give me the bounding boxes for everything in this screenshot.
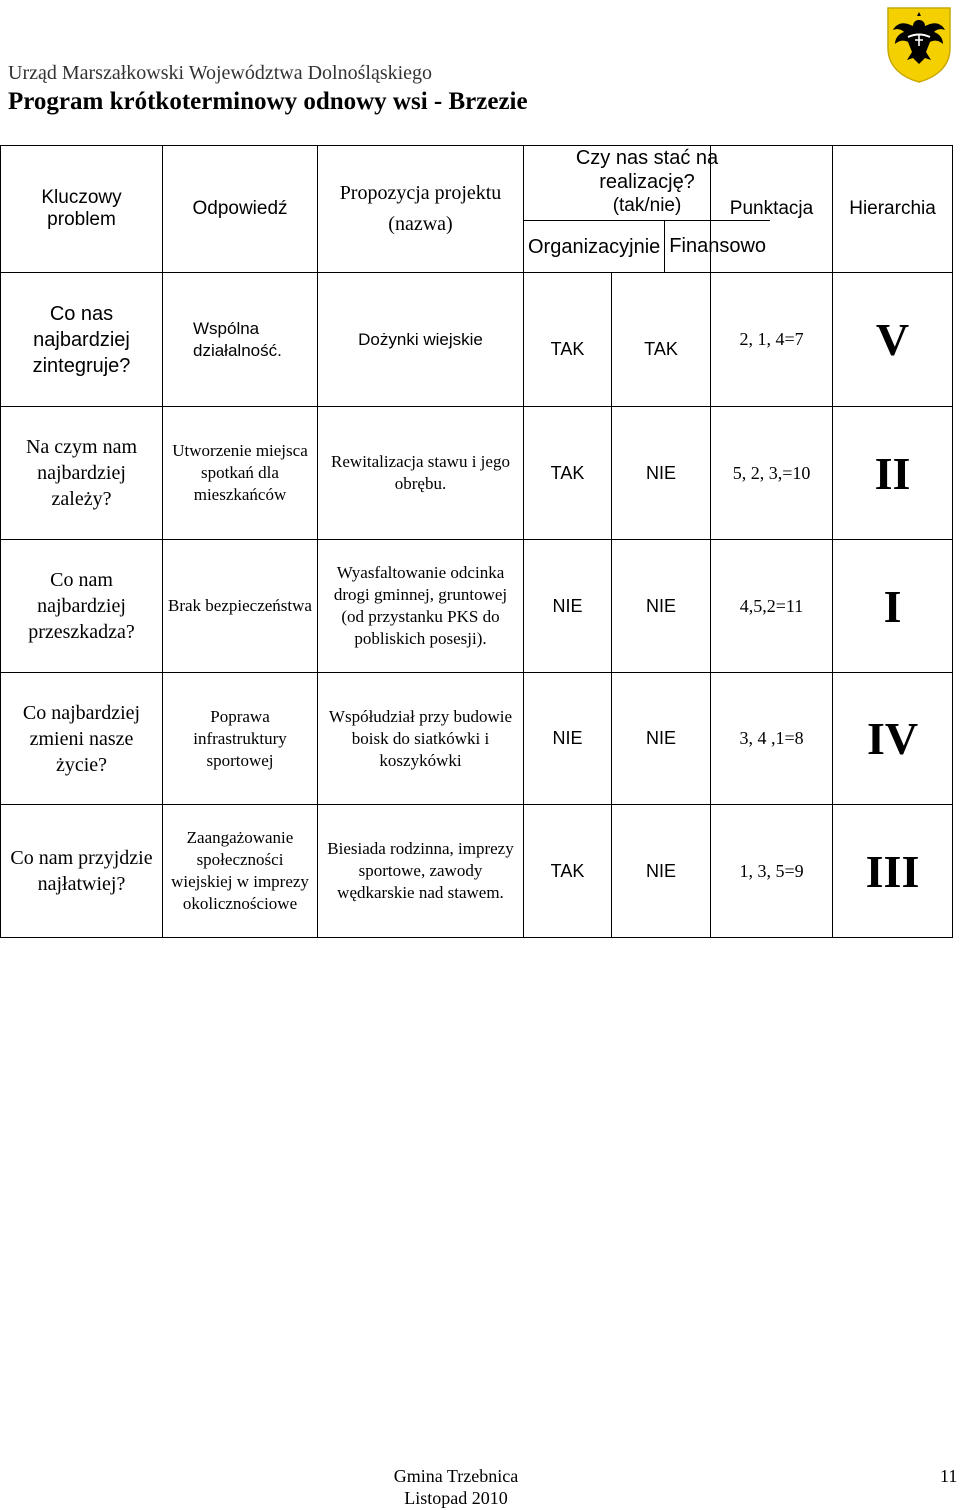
fin-cell: TAK	[612, 273, 711, 407]
org-cell: TAK	[524, 407, 612, 540]
header-financial: Finansowo	[669, 235, 767, 257]
office-name: Urząd Marszałkowski Województwa Dolnośląskiego	[8, 62, 433, 84]
problem-cell: Co najbardziej zmieni nasze życie?	[1, 673, 163, 805]
org-cell: NIE	[524, 540, 612, 673]
problem-cell: Co nas najbardziej zintegruje?	[1, 273, 163, 407]
header-afford-group	[524, 146, 767, 273]
table-row	[1, 273, 953, 407]
rank-cell: IV	[833, 673, 953, 805]
score-cell: 3, 4 ,1=8	[711, 673, 833, 805]
project-cell: Biesiada rodzinna, imprezy sportowe, zawody wędkarskie nad stawem.	[318, 805, 524, 938]
problem-cell: Co nam najbardziej przeszkadza?	[1, 540, 163, 673]
header-answer: Odpowiedź	[163, 146, 318, 273]
header-afford: Czy nas stać na realizację?	[575, 147, 719, 193]
fin-cell: NIE	[612, 805, 711, 938]
fin-cell: NIE	[612, 407, 711, 540]
header-project-proposal	[318, 146, 524, 273]
fin-cell: NIE	[612, 540, 711, 673]
score-cell: 2, 1, 4=7	[711, 273, 833, 407]
rank-cell: I	[833, 540, 953, 673]
rank-cell: III	[833, 805, 953, 938]
table-row	[1, 540, 953, 673]
table-row	[1, 673, 953, 805]
project-cell: Wyasfaltowanie odcinka drogi gminnej, gruntowej (od przystanku PKS do pobliskich posesji).	[318, 540, 524, 673]
project-table	[0, 145, 953, 938]
rank-cell: V	[833, 273, 953, 407]
answer-cell: Brak bezpieczeństwa	[163, 540, 318, 673]
fin-cell: NIE	[612, 673, 711, 805]
score-cell: 1, 3, 5=9	[711, 805, 833, 938]
footer-date: Listopad 2010	[404, 1488, 508, 1508]
rank-cell: II	[833, 407, 953, 540]
header-hierarchy: Hierarchia	[833, 146, 953, 273]
score-cell: 5, 2, 3,=10	[711, 407, 833, 540]
org-cell: TAK	[524, 273, 612, 407]
eagle-coat-of-arms-icon	[884, 4, 954, 84]
org-cell: NIE	[524, 673, 612, 805]
project-cell: Współudział przy budowie boisk do siatkówki i koszykówki	[318, 673, 524, 805]
page-number: 11	[940, 1466, 958, 1486]
answer-cell: Zaangażowanie społeczności wiejskiej w imprezy okolicznościowe	[163, 805, 318, 938]
table-row	[1, 805, 953, 938]
footer-municipality: Gmina Trzebnica	[393, 1466, 519, 1486]
project-cell: Dożynki wiejskie	[318, 273, 524, 407]
problem-cell: Co nam przyjdzie najłatwiej?	[1, 805, 163, 938]
org-cell: TAK	[524, 805, 612, 938]
header-score: Punktacja	[711, 146, 833, 273]
project-cell: Rewitalizacja stawu i jego obrębu.	[318, 407, 524, 540]
table-header-row	[1, 146, 953, 273]
table-row	[1, 407, 953, 540]
program-title: Program krótkoterminowy odnowy wsi - Brzezie	[8, 88, 528, 115]
header-organizational: Organizacyjnie	[524, 221, 665, 273]
answer-cell: Utworzenie miejsca spotkań dla mieszkańców	[163, 407, 318, 540]
header-project-proposal-label: Propozycja projektu	[339, 182, 502, 204]
header-project-proposal-sub: (nazwa)	[388, 213, 453, 235]
header-afford-sub: (tak/nie)	[612, 195, 682, 216]
header-key-problem: Kluczowy problem	[1, 146, 163, 273]
answer-cell: Poprawa infrastruktury sportowej	[163, 673, 318, 805]
problem-cell: Na czym nam najbardziej zależy?	[1, 407, 163, 540]
answer-cell: Wspólna działalność.	[163, 273, 318, 407]
score-cell: 4,5,2=11	[711, 540, 833, 673]
